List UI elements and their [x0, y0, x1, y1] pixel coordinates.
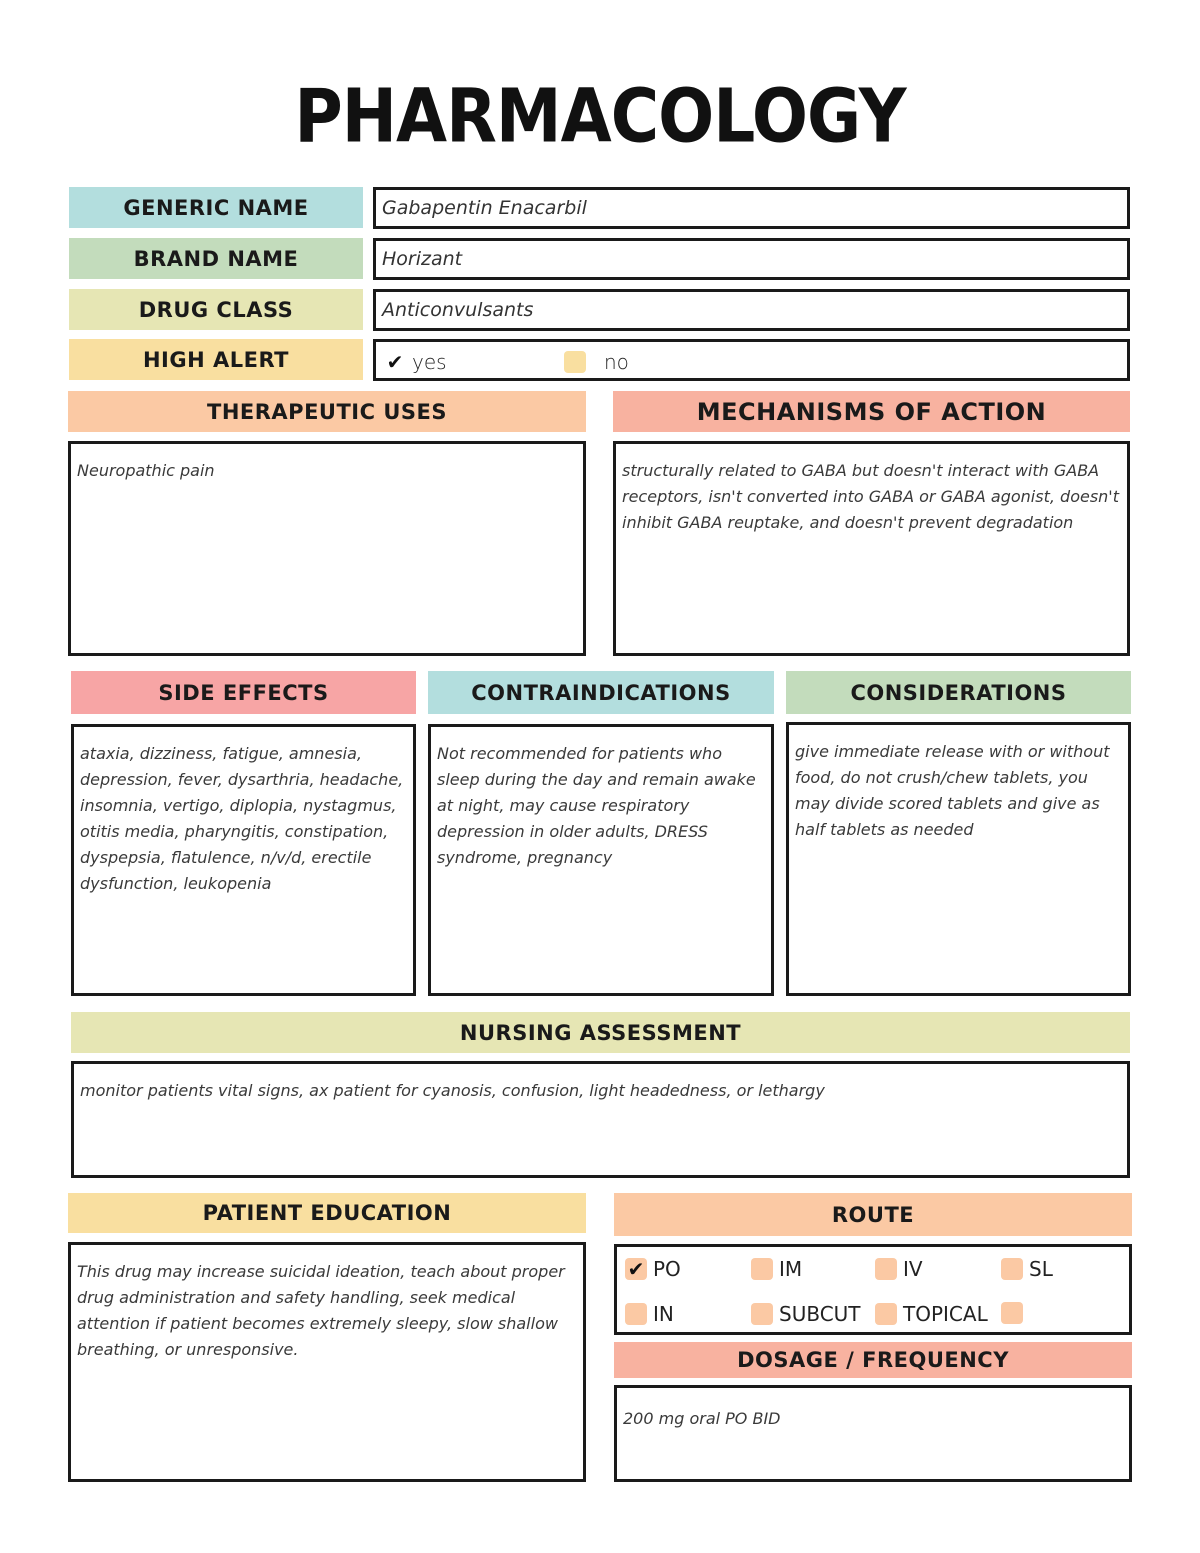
mechanisms-of-action-box[interactable]: structurally related to GABA but doesn't interact with GABA receptors, isn't converted into GABA or GABA agonist, doesn't inhibit GABA reuptake, and doesn't prevent degradation: [613, 441, 1130, 656]
generic-name-field[interactable]: Gabapentin Enacarbil: [373, 187, 1130, 229]
route-option[interactable]: [875, 1302, 988, 1326]
high-alert-label: HIGH ALERT: [69, 339, 363, 380]
route-option-label: TOPICAL: [903, 1302, 988, 1326]
dosage-frequency-box[interactable]: 200 mg oral PO BID: [614, 1385, 1132, 1482]
brand-name-label: BRAND NAME: [69, 238, 363, 279]
route-checkbox[interactable]: [1001, 1258, 1023, 1280]
nursing-assessment-box[interactable]: monitor patients vital signs, ax patient for cyanosis, confusion, light headedness, or lethargy: [71, 1061, 1130, 1178]
route-option[interactable]: [751, 1302, 861, 1326]
route-header: ROUTE: [614, 1193, 1132, 1236]
route-option[interactable]: [751, 1257, 802, 1281]
yes-label: yes: [412, 350, 447, 374]
brand-name-field[interactable]: Horizant: [373, 238, 1130, 280]
therapeutic-uses-box[interactable]: Neuropathic pain: [68, 441, 586, 656]
mechanisms-of-action-header: MECHANISMS OF ACTION: [613, 391, 1130, 432]
dosage-frequency-header: DOSAGE / FREQUENCY: [614, 1342, 1132, 1378]
route-checkbox[interactable]: [751, 1258, 773, 1280]
route-option-label: PO: [653, 1257, 681, 1281]
therapeutic-uses-header: THERAPEUTIC USES: [68, 391, 586, 432]
side-effects-box[interactable]: ataxia, dizziness, fatigue, amnesia, depression, fever, dysarthria, headache, insomnia, vertigo, diplopia, nystagmus, otitis media, pharyngitis, constipation, dyspepsia, flatulence, n/v/d, erectile dysfunction, leukopenia: [71, 724, 416, 996]
considerations-box[interactable]: give immediate release with or without food, do not crush/chew tablets, you may divide scored tablets and give as half tablets as needed: [786, 722, 1131, 996]
side-effects-header: SIDE EFFECTS: [71, 671, 416, 714]
route-option[interactable]: [1001, 1302, 1029, 1324]
route-checkbox[interactable]: [751, 1303, 773, 1325]
no-label: no: [604, 350, 629, 374]
nursing-assessment-header: NURSING ASSESSMENT: [71, 1012, 1130, 1053]
route-options-box: [614, 1244, 1132, 1335]
route-checkbox[interactable]: [875, 1303, 897, 1325]
route-option-label: IN: [653, 1302, 674, 1326]
route-option[interactable]: [625, 1302, 674, 1326]
no-checkbox[interactable]: [564, 351, 586, 373]
route-checkbox[interactable]: ✔: [625, 1258, 647, 1280]
contraindications-header: CONTRAINDICATIONS: [428, 671, 774, 714]
yes-checkbox[interactable]: ✔: [386, 350, 404, 374]
drug-class-field[interactable]: Anticonvulsants: [373, 289, 1130, 331]
route-option-label: SUBCUT: [779, 1302, 861, 1326]
drug-class-label: DRUG CLASS: [69, 289, 363, 330]
route-checkbox[interactable]: [875, 1258, 897, 1280]
route-option[interactable]: [625, 1257, 681, 1281]
patient-education-box[interactable]: This drug may increase suicidal ideation, teach about proper drug administration and safety handling, seek medical attention if patient becomes extremely sleepy, slow shallow breathing, or unresponsive.: [68, 1242, 586, 1482]
route-option-label: IM: [779, 1257, 803, 1281]
patient-education-header: PATIENT EDUCATION: [68, 1193, 586, 1233]
generic-name-label: GENERIC NAME: [69, 187, 363, 228]
route-checkbox[interactable]: [1001, 1302, 1023, 1324]
route-checkbox[interactable]: [625, 1303, 647, 1325]
page-title: PHARMACOLOGY: [294, 73, 906, 160]
route-option-label: SL: [1029, 1257, 1053, 1281]
route-option[interactable]: [1001, 1257, 1053, 1281]
contraindications-box[interactable]: Not recommended for patients who sleep during the day and remain awake at night, may cause respiratory depression in older adults, DRESS syndrome, pregnancy: [428, 724, 774, 996]
high-alert-field: [373, 339, 1130, 381]
route-option[interactable]: [875, 1257, 923, 1281]
route-option-label: IV: [903, 1257, 923, 1281]
considerations-header: CONSIDERATIONS: [786, 671, 1131, 714]
